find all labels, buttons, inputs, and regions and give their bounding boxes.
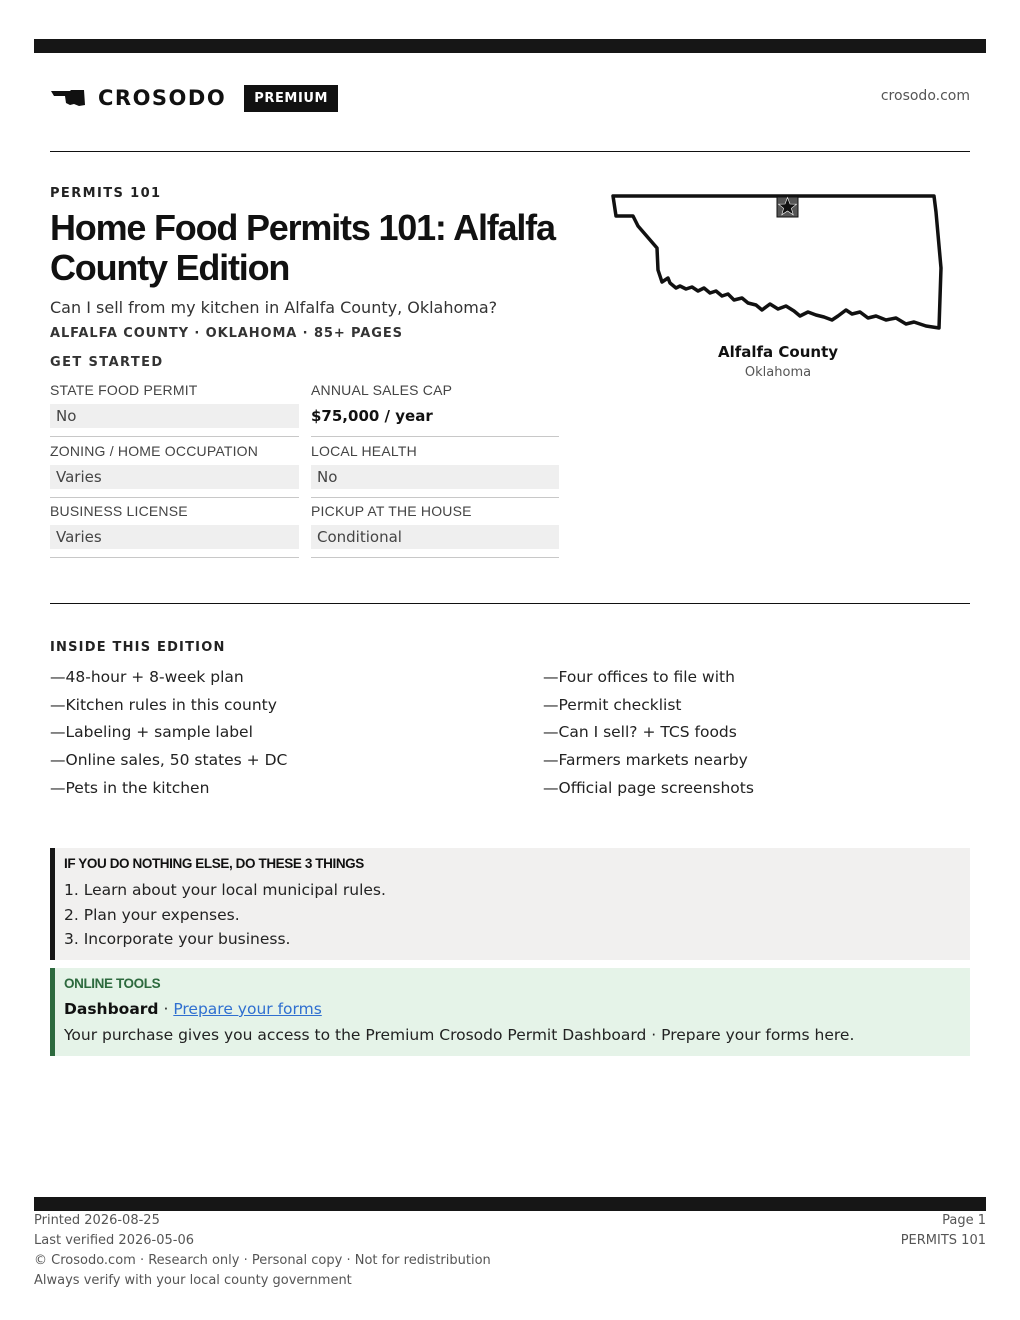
callout-item: 2. Plan your expenses. bbox=[64, 905, 240, 924]
top-bar bbox=[34, 39, 986, 53]
three-things-callout bbox=[50, 848, 970, 960]
field-annual-sales-cap bbox=[311, 382, 559, 437]
field-label: STATE FOOD PERMIT bbox=[50, 382, 198, 398]
field-value: Varies bbox=[50, 525, 299, 549]
get-started-heading: GET STARTED bbox=[50, 355, 164, 370]
field-pickup bbox=[311, 503, 559, 558]
section-kicker: PERMITS 101 bbox=[50, 186, 162, 201]
site-url[interactable]: crosodo.com bbox=[880, 88, 970, 104]
footer-left bbox=[34, 1211, 491, 1291]
copyright-text: © Crosodo.com · Research only · Personal copy · Not for redistribution bbox=[34, 1253, 491, 1268]
callout-list bbox=[64, 879, 386, 953]
toc-left bbox=[50, 666, 287, 804]
field-value: $75,000 / year bbox=[311, 407, 433, 425]
tools-description: Your purchase gives you access to the Premium Crosodo Permit Dashboard · Prepare your forms here. bbox=[64, 1026, 855, 1044]
section-divider bbox=[50, 603, 970, 604]
oklahoma-map bbox=[610, 190, 945, 335]
bottom-bar bbox=[34, 1197, 986, 1211]
toc-item[interactable]: —Official page screenshots bbox=[543, 778, 754, 797]
tools-links bbox=[64, 1000, 322, 1018]
field-state-food-permit bbox=[50, 382, 299, 437]
field-value: Varies bbox=[50, 465, 299, 489]
map-county-label: Alfalfa County bbox=[717, 343, 839, 361]
toc-item[interactable]: —Can I sell? + TCS foods bbox=[543, 723, 737, 742]
field-value: Conditional bbox=[311, 525, 559, 549]
field-value: No bbox=[50, 404, 299, 428]
field-zoning bbox=[50, 443, 299, 498]
page-subtitle: Can I sell from my kitchen in Alfalfa County, Oklahoma? bbox=[50, 298, 498, 317]
toc-item[interactable]: —Pets in the kitchen bbox=[50, 778, 210, 797]
callout-heading: IF YOU DO NOTHING ELSE, DO THESE 3 THINGS bbox=[64, 856, 364, 871]
footer-right bbox=[901, 1211, 986, 1251]
field-label: PICKUP AT THE HOUSE bbox=[311, 503, 472, 519]
dashboard-label: Dashboard bbox=[64, 1000, 159, 1018]
callout-item: 3. Incorporate your business. bbox=[64, 930, 291, 948]
tools-heading: ONLINE TOOLS bbox=[64, 976, 161, 991]
footer-section: PERMITS 101 bbox=[900, 1233, 986, 1248]
brand[interactable] bbox=[50, 82, 338, 114]
verify-note: Always verify with your local county government bbox=[34, 1273, 352, 1288]
separator: · bbox=[158, 1000, 174, 1018]
toc-item[interactable]: —48-hour + 8-week plan bbox=[50, 668, 244, 686]
field-value: No bbox=[311, 465, 559, 489]
brand-name: CROSODO bbox=[98, 86, 227, 110]
field-label: LOCAL HEALTH bbox=[311, 443, 417, 459]
header bbox=[50, 82, 970, 114]
online-tools-box bbox=[50, 968, 970, 1056]
toc-right bbox=[543, 666, 754, 804]
toc-item[interactable]: —Labeling + sample label bbox=[50, 723, 253, 742]
inside-heading: INSIDE THIS EDITION bbox=[50, 640, 226, 655]
toc-item[interactable]: —Permit checklist bbox=[543, 695, 682, 714]
field-label: ZONING / HOME OCCUPATION bbox=[50, 443, 259, 459]
page-title: Home Food Permits 101: Alfalfa County Edition bbox=[50, 207, 555, 288]
toc-item[interactable]: —Four offices to file with bbox=[543, 668, 735, 686]
field-local-health bbox=[311, 443, 559, 498]
edition-meta: ALFALFA COUNTY · OKLAHOMA · 85+ PAGES bbox=[50, 326, 403, 341]
field-label: BUSINESS LICENSE bbox=[50, 503, 188, 519]
toc-item[interactable]: —Farmers markets nearby bbox=[543, 751, 748, 770]
oklahoma-logo-icon bbox=[50, 88, 88, 108]
toc-item[interactable]: —Online sales, 50 states + DC bbox=[50, 751, 288, 770]
page-number: Page 1 bbox=[942, 1213, 986, 1228]
printed-date: Printed 2026-08-25 bbox=[34, 1213, 160, 1228]
prepare-forms-link[interactable]: Prepare your forms bbox=[173, 1000, 322, 1018]
callout-item: 1. Learn about your local municipal rules. bbox=[64, 881, 386, 899]
header-divider bbox=[50, 151, 970, 152]
map-state-label: Oklahoma bbox=[744, 365, 812, 380]
premium-badge: PREMIUM bbox=[244, 85, 338, 112]
toc-item[interactable]: —Kitchen rules in this county bbox=[50, 695, 277, 714]
verified-date: Last verified 2026-05-06 bbox=[34, 1233, 194, 1248]
field-business-license bbox=[50, 503, 299, 558]
field-label: ANNUAL SALES CAP bbox=[311, 382, 453, 398]
